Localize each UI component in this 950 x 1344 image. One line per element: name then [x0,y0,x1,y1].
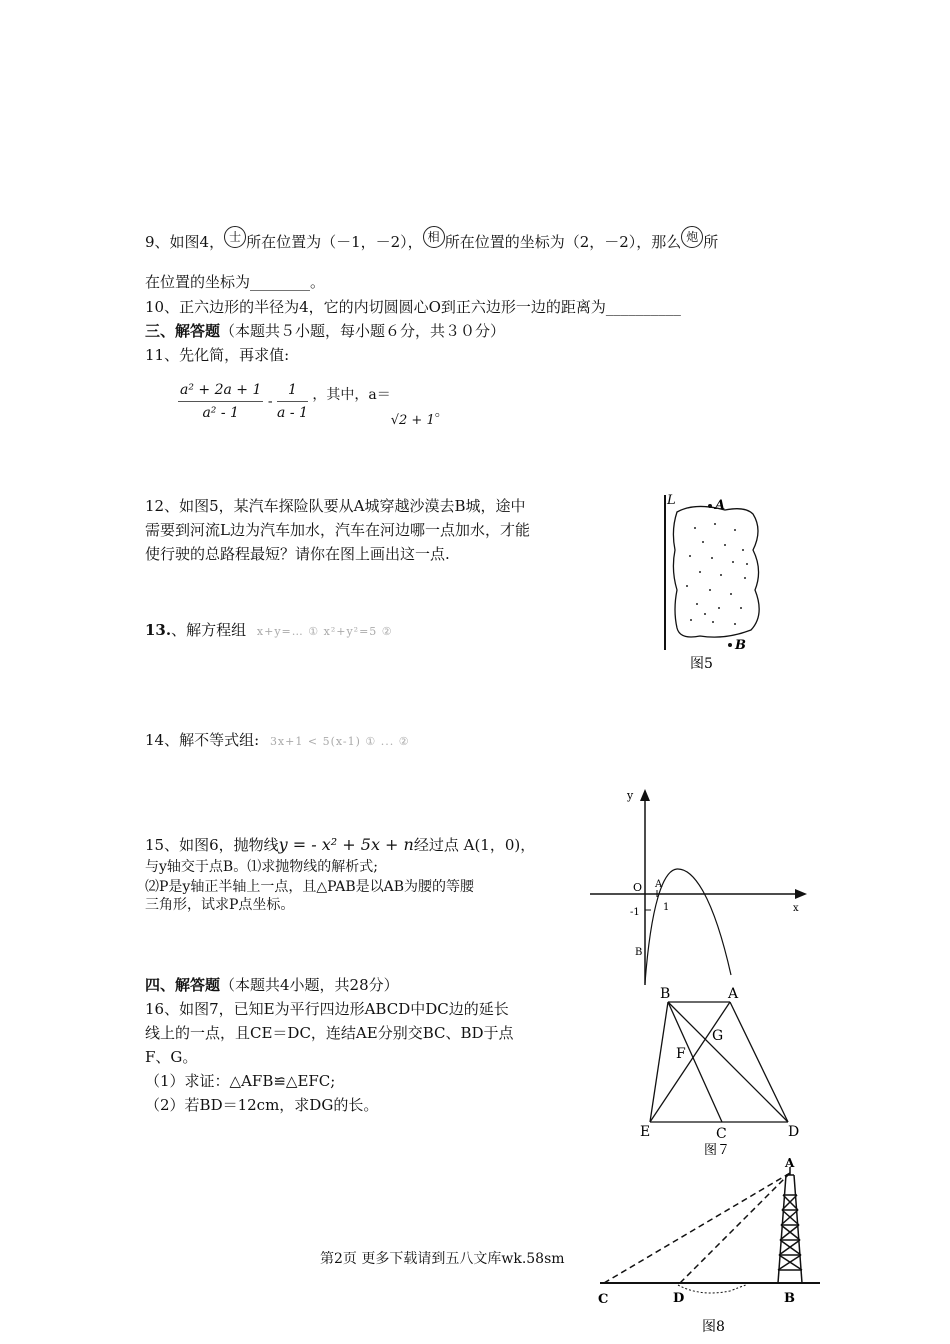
q16-sub-1: （1）求证：△AFB≌△EFC; [145,1072,336,1090]
point-b [728,643,732,647]
q16-sub-2: （2）若BD＝12cm，求DG的长。 [145,1096,379,1114]
fig6-label-x: x [793,903,799,914]
q15-line-2: 与y轴交于点B。⑴求抛物线的解析式; [145,859,378,875]
section4-title: 四、解答题 [145,976,221,994]
q9-text-4: 所 [703,233,719,251]
fig6-label-o: O [633,881,643,894]
q14-text: 14、解不等式组: [145,731,260,749]
section3-desc: （本题共５小题，每小题６分，共３０分） [220,322,506,340]
q9-line1 [145,232,718,252]
q15-formula: y = - x² + 5x + n [278,835,414,854]
y-axis-arrow [640,789,650,801]
fig7-caption: 图７ [704,1143,731,1155]
fig7-label-a: A [728,986,739,1002]
desert-outline [673,506,759,637]
q15-line-4: 三角形，试求P点坐标。 [145,897,295,913]
q9-line2: 在位置的坐标为________。 [145,273,326,291]
tower [778,1167,802,1283]
q15-text-1a: 15、如图6，抛物线 [145,836,279,854]
page-footer: 第2页 更多下载请到五八文库wk.58sm [320,1251,565,1267]
q11-fraction-2 [277,382,308,421]
q9-text-1: 9、如图4， [145,233,225,251]
q14-inequality-system: 3x+1 < 5(x-1) ① ... ② [269,735,410,748]
q9-text-2: 所在位置为（－1，－2）， [246,233,423,251]
fig8-caption: 图8 [702,1319,725,1335]
q9-text-3: 所在位置的坐标为（2，－2），那么 [444,233,682,251]
q15 [145,834,585,914]
q11-frac2-numerator: 1 [277,382,308,402]
fig7-label-f: F [676,1046,686,1062]
q11-minus: - [267,393,273,410]
fig5-caption: 图5 [690,656,713,672]
fig5-label-l: L [667,493,676,508]
q11-end: 。 [434,403,449,420]
sightline-d [680,1173,790,1283]
q16-line-2: 线上的一点，且CE＝DC，连结AE分别交BC、BD于点 [145,1024,514,1042]
fig8-label-a: A [785,1156,795,1170]
fig8-label-d: D [673,1291,685,1306]
figure-5 [655,490,775,680]
q11-where: ，其中，a＝ [312,387,391,403]
figure-8 [590,1155,825,1340]
section3-title: 三、解答题 [145,322,221,340]
q10: 10、正六边形的半径为4，它的内切圆圆心O到正六边形一边的距离为__________ [145,298,681,316]
fig8-label-c: C [598,1292,609,1307]
figure-6 [585,785,810,990]
q11-frac1-numerator: a² + 2a + 1 [178,382,263,402]
q13-number: 13. [145,621,172,639]
x-axis-arrow [795,889,807,899]
q11-value: √2 + 1 [390,412,435,428]
desert-dots [686,523,748,625]
section4-heading [145,975,399,995]
q13-equation-system: x+y=… ① x²+y²=5 ② [256,625,393,638]
fig7-label-e: E [640,1124,651,1140]
q11-frac2-denominator: a - 1 [277,405,308,421]
q15-line-1 [145,834,585,856]
figure-7 [630,980,810,1155]
q11-text: 11、先化简，再求值: [145,346,290,364]
q12-line-2: 需要到河流L边为汽车加水，汽车在河边哪一点加水，才能 [145,521,530,539]
fig5-label-b: B [735,638,746,653]
q12-line-3: 使行驶的总路程最短？请你在图上画出这一点. [145,545,450,563]
fig7-label-b: B [660,986,671,1002]
fig6-label-a: A [655,879,663,890]
q11-expression [178,382,449,428]
q14 [145,730,410,752]
chess-piece-xiang: 相 [423,226,445,248]
q15-text-1b: 经过点 A(1，0)， [413,836,536,854]
q16-line-1: 16、如图7，已知E为平行四边形ABCD中DC边的延长 [145,1000,509,1018]
q13 [145,620,393,642]
chess-piece-pao: 炮 [681,226,703,248]
q13-text: 、解方程组 [171,621,247,639]
q16 [145,997,585,1117]
fig6-label-neg1: -1 [630,907,640,918]
fig8-label-b: B [784,1291,795,1306]
fig7-lines [650,1002,788,1122]
fig7-label-g: G [712,1028,724,1044]
q11-frac1-denominator: a² - 1 [202,405,239,421]
fig5-label-a: A [715,498,726,513]
q15-line-3: ⑵P是y轴正半轴上一点，且△PAB是以AB为腰的等腰 [145,879,475,895]
section4-desc: （本题共4小题，共28分） [220,976,399,994]
fig7-label-d: D [788,1124,800,1140]
q12-line-1: 12、如图5，某汽车探险队要从A城穿越沙漠去B城，途中 [145,497,526,515]
fig6-label-b: B [635,947,643,958]
q16-line-3: F、G。 [145,1048,198,1066]
fig6-label-y: y [627,789,634,802]
section3-heading [145,321,505,341]
pond [678,1285,746,1293]
q11-fraction-1 [178,382,263,421]
q12 [145,494,585,566]
fig7-label-c: C [716,1126,727,1142]
fig6-label-1: 1 [663,902,670,913]
chess-piece-shi: 士 [224,226,246,248]
